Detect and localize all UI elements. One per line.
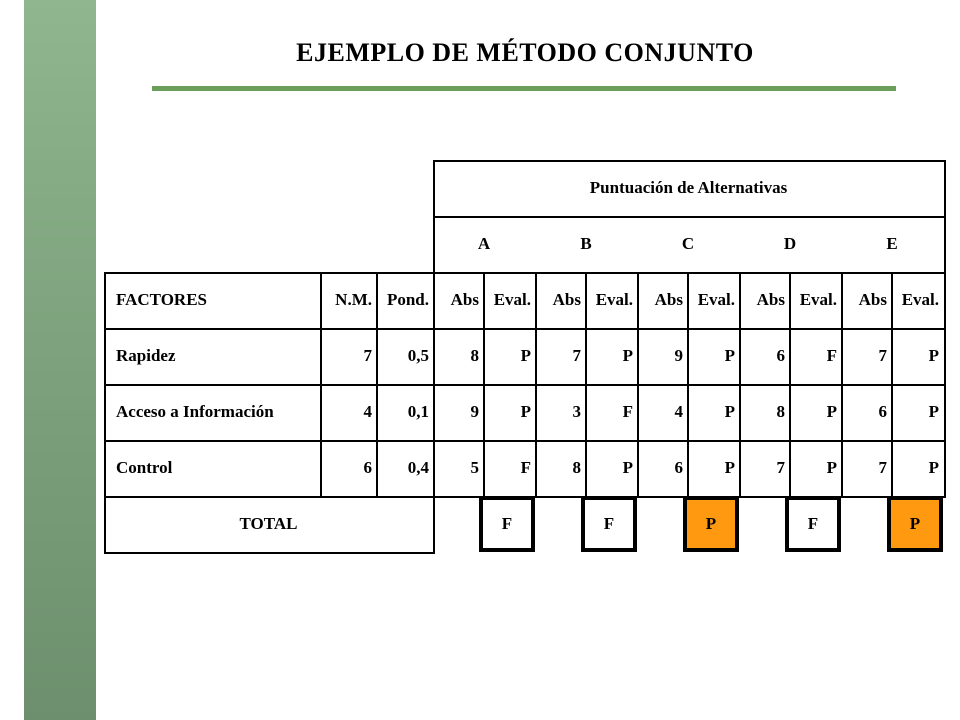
table-rule <box>104 384 946 386</box>
eval-header: Eval. <box>901 290 939 309</box>
abs-value: 3 <box>572 402 581 421</box>
abs-value: 6 <box>878 402 887 421</box>
table-rule <box>104 440 946 442</box>
nm-value: 6 <box>363 458 372 477</box>
table-rule <box>687 272 689 496</box>
abs-header: Abs <box>450 290 479 309</box>
alternatives-group-header: Puntuación de Alternativas <box>589 178 788 197</box>
abs-value: 9 <box>470 402 479 421</box>
abs-value: 6 <box>674 458 683 477</box>
eval-value: P <box>928 346 939 365</box>
eval-value: P <box>724 402 735 421</box>
abs-value: 7 <box>572 346 581 365</box>
table-rule <box>585 272 587 496</box>
nm-value: 4 <box>363 402 372 421</box>
table-rule <box>320 272 322 496</box>
eval-value: P <box>724 458 735 477</box>
eval-value: P <box>928 402 939 421</box>
table-rule <box>433 160 435 272</box>
table-rule <box>104 552 435 554</box>
table-rule <box>739 272 741 496</box>
pond-value: 0,4 <box>407 458 429 477</box>
table-rule <box>104 272 106 554</box>
table-rule <box>433 496 435 554</box>
nm-value: 7 <box>363 346 372 365</box>
total-result-a: F <box>479 496 535 552</box>
table-rule <box>104 272 946 274</box>
eval-value: F <box>520 458 531 477</box>
eval-value: P <box>928 458 939 477</box>
abs-header: Abs <box>756 290 785 309</box>
pond-value: 0,1 <box>407 402 429 421</box>
alternative-header-e: E <box>886 234 898 253</box>
table-rule <box>789 272 791 496</box>
alternative-header-c: C <box>681 234 695 253</box>
table-rule <box>433 160 946 162</box>
table-rule <box>483 272 485 496</box>
abs-header: Abs <box>654 290 683 309</box>
nm-header: N.M. <box>335 290 372 309</box>
eval-value: P <box>520 402 531 421</box>
eval-header: Eval. <box>697 290 735 309</box>
table-rule <box>891 272 893 496</box>
abs-value: 4 <box>674 402 683 421</box>
alternative-header-a: A <box>477 234 491 253</box>
table-rule <box>535 272 537 496</box>
eval-value: F <box>622 402 633 421</box>
factors-header: FACTORES <box>116 290 208 309</box>
table-rule <box>104 496 946 498</box>
factor-name: Control <box>116 458 173 477</box>
title-underline <box>152 86 896 91</box>
abs-value: 7 <box>878 458 887 477</box>
alternative-header-d: D <box>783 234 797 253</box>
total-result-b: F <box>581 496 637 552</box>
total-label: TOTAL <box>239 514 298 533</box>
table-rule <box>433 216 946 218</box>
eval-value: P <box>826 402 837 421</box>
factor-name: Rapidez <box>116 346 176 365</box>
abs-value: 7 <box>776 458 785 477</box>
table-rule <box>104 328 946 330</box>
eval-value: P <box>826 458 837 477</box>
abs-value: 8 <box>776 402 785 421</box>
eval-header: Eval. <box>799 290 837 309</box>
eval-header: Eval. <box>595 290 633 309</box>
eval-value: F <box>826 346 837 365</box>
table-rule <box>376 272 378 496</box>
pond-value: 0,5 <box>407 346 429 365</box>
abs-value: 8 <box>572 458 581 477</box>
eval-value: P <box>724 346 735 365</box>
eval-value: P <box>622 346 633 365</box>
eval-header: Eval. <box>493 290 531 309</box>
page-title: EJEMPLO DE MÉTODO CONJUNTO <box>296 38 754 67</box>
abs-header: Abs <box>552 290 581 309</box>
table-rule <box>841 272 843 496</box>
abs-value: 5 <box>470 458 479 477</box>
abs-value: 9 <box>674 346 683 365</box>
table-rule <box>637 272 639 496</box>
total-result-c: P <box>683 496 739 552</box>
abs-value: 7 <box>878 346 887 365</box>
total-result-d: F <box>785 496 841 552</box>
total-result-e: P <box>887 496 943 552</box>
pond-header: Pond. <box>386 290 429 309</box>
decorative-sidebar <box>24 0 96 720</box>
table-rule <box>433 272 435 496</box>
abs-header: Abs <box>858 290 887 309</box>
eval-value: P <box>520 346 531 365</box>
factor-name: Acceso a Información <box>116 402 274 421</box>
alternative-header-b: B <box>580 234 592 253</box>
eval-value: P <box>622 458 633 477</box>
abs-value: 6 <box>776 346 785 365</box>
abs-value: 8 <box>470 346 479 365</box>
